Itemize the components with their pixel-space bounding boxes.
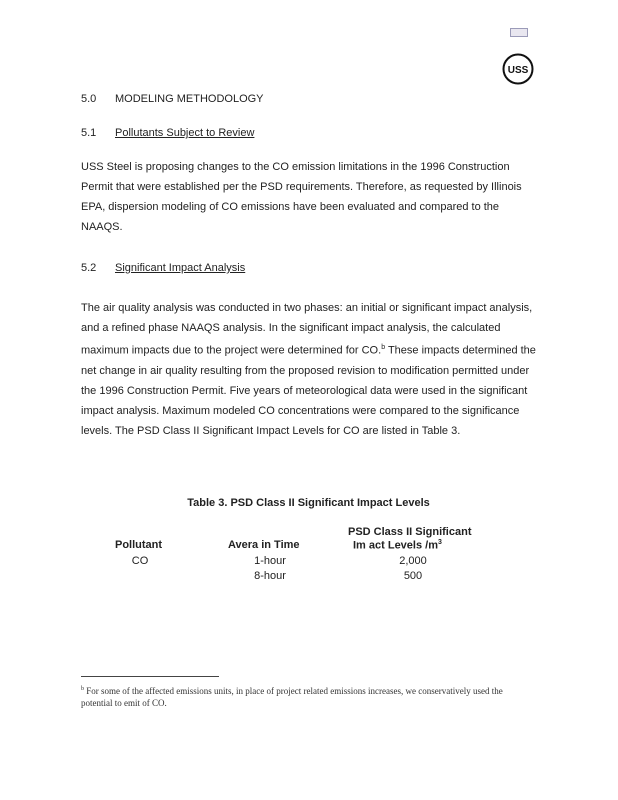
column-header-averaging-time: Avera in Time: [228, 539, 300, 551]
footnote-marker: b: [81, 686, 84, 692]
table-cell-time: 1-hour: [254, 555, 286, 567]
column-header-pollutant: Pollutant: [115, 539, 163, 551]
paragraph-pollutants: USS Steel is proposing changes to the CO emission limitations in the 1996 Construction Permit that were established per the PSD requirements. Therefore, as requested by Illinois EPA, dispersion modeling of CO emissions have been evaluated and compared to the NAAQS.: [81, 161, 522, 233]
table-cell-level: 2,000: [399, 555, 427, 567]
table-title: Table 3. PSD Class II Significant Impact Levels: [187, 497, 430, 509]
column-header-impact-level-units: [353, 539, 442, 552]
footnote-divider: [81, 676, 219, 677]
section-number: 5.2: [81, 262, 97, 274]
section-title: Pollutants Subject to Review: [115, 127, 255, 139]
uss-logo: [502, 53, 534, 85]
table-cell-time: 8-hour: [254, 570, 286, 582]
page-stamp: [510, 28, 528, 37]
table-cell-level: 500: [403, 570, 423, 582]
paragraph-text: The air quality analysis was conducted in two phases: an initial or significant impact analysis, and a refined phase NAAQS analysis. In the significant impact analysis, the calculated maximum impacts due to the project were determined for CO.: [81, 302, 533, 357]
section-title: MODELING METHODOLOGY: [115, 93, 264, 105]
paragraph-impact-analysis: [81, 298, 536, 441]
header-superscript: 3: [438, 539, 442, 546]
section-number: 5.1: [81, 127, 97, 139]
header-text: Im act Levels /m: [353, 539, 438, 552]
section-title: Significant Impact Analysis: [115, 262, 246, 274]
footnote: [81, 683, 531, 709]
table-cell-pollutant: CO: [131, 555, 149, 567]
section-number: 5.0: [81, 93, 97, 105]
column-header-impact-level: PSD Class II Significant: [348, 526, 472, 538]
paragraph-text: These impacts determined the net change in air quality resulting from the proposed revision to modification permitted under the 1996 Construction Permit. Five years of meteorological data were used in the significant impact analysis. Maximum modeled CO concentrations were compared to the significance levels. The PSD Class II Significant Impact Levels for CO are listed in Table 3.: [81, 344, 536, 437]
logo-text: USS: [507, 65, 529, 76]
footnote-text: For some of the affected emissions units, in place of project related emissions increases, we conservatively used the potential to emit of CO.: [81, 686, 503, 708]
footnote-ref: b: [381, 344, 386, 351]
